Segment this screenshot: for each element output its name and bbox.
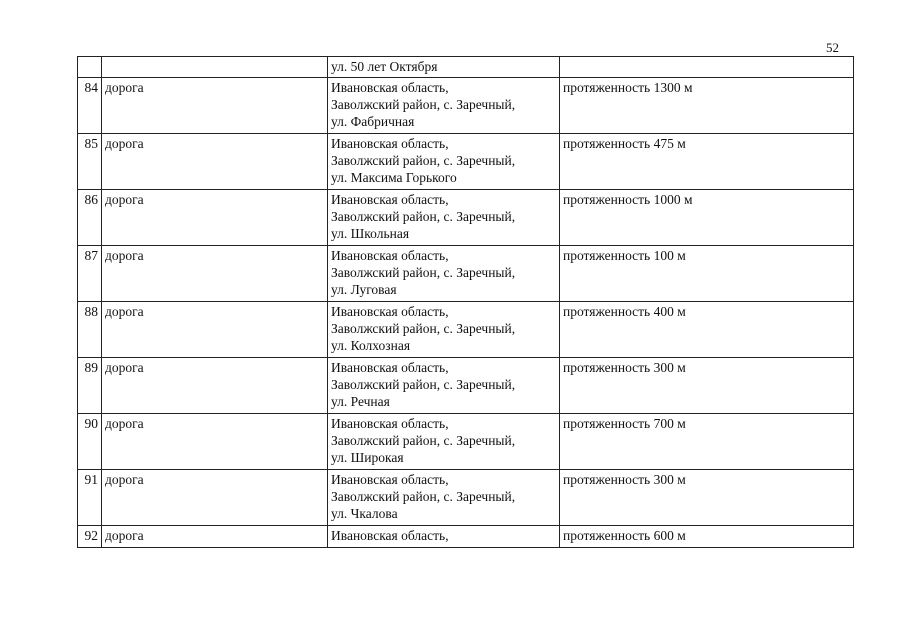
- cell-address: ул. 50 лет Октября: [328, 57, 560, 78]
- cell-address: [328, 134, 560, 190]
- address-line: ул. Максима Горького: [331, 170, 457, 185]
- cell-type: дорога: [102, 470, 328, 526]
- cell-type: дорога: [102, 358, 328, 414]
- address-line: Заволжский район, с. Заречный,: [331, 209, 516, 224]
- address-line: ул. Фабричная: [331, 114, 415, 129]
- cell-length: протяженность 600 м: [560, 526, 854, 548]
- address-line: ул. Школьная: [331, 226, 410, 241]
- continuation-row: [78, 57, 854, 78]
- cell-type: дорога: [102, 78, 328, 134]
- table-row: [78, 246, 854, 302]
- address-line: Ивановская область,: [331, 248, 449, 263]
- cell-length: протяженность 400 м: [560, 302, 854, 358]
- address-line: Ивановская область,: [331, 416, 449, 431]
- address-line: Ивановская область,: [331, 304, 449, 319]
- cell-length: протяженность 300 м: [560, 470, 854, 526]
- cell-num: 92: [78, 526, 102, 548]
- cell-type: дорога: [102, 134, 328, 190]
- address-line: Ивановская область,: [331, 80, 449, 95]
- address-line: ул. Широкая: [331, 450, 404, 465]
- table-row: [78, 302, 854, 358]
- cell-address: [328, 190, 560, 246]
- cell-length: протяженность 100 м: [560, 246, 854, 302]
- cell-length: протяженность 475 м: [560, 134, 854, 190]
- address-line: ул. Колхозная: [331, 338, 411, 353]
- address-line: Заволжский район, с. Заречный,: [331, 153, 516, 168]
- cell-type: дорога: [102, 190, 328, 246]
- address-line: Ивановская область,: [331, 360, 449, 375]
- cell-num: 85: [78, 134, 102, 190]
- cell-num: 88: [78, 302, 102, 358]
- cell-num: 86: [78, 190, 102, 246]
- table-row: [78, 414, 854, 470]
- table-row: [78, 470, 854, 526]
- cell-num: [78, 57, 102, 78]
- cell-length: протяженность 1300 м: [560, 78, 854, 134]
- table-row: [78, 134, 854, 190]
- cell-length: протяженность 300 м: [560, 358, 854, 414]
- cell-type: дорога: [102, 302, 328, 358]
- cell-address: [328, 246, 560, 302]
- cell-num: 90: [78, 414, 102, 470]
- road-registry-table: [77, 56, 854, 548]
- address-line: ул. Луговая: [331, 282, 397, 297]
- cell-type: дорога: [102, 414, 328, 470]
- address-line: Заволжский район, с. Заречный,: [331, 97, 516, 112]
- cell-address: [328, 470, 560, 526]
- address-line: Заволжский район, с. Заречный,: [331, 433, 516, 448]
- address-line: Ивановская область,: [331, 192, 449, 207]
- address-line: ул. Чкалова: [331, 506, 398, 521]
- cell-length: [560, 57, 854, 78]
- cell-length: протяженность 700 м: [560, 414, 854, 470]
- page-number: 52: [826, 40, 839, 55]
- cell-type: дорога: [102, 246, 328, 302]
- table-body: [78, 57, 854, 548]
- cell-address: [328, 302, 560, 358]
- table-row: [78, 526, 854, 548]
- address-line: Ивановская область,: [331, 528, 449, 543]
- table-row: [78, 358, 854, 414]
- address-line: Заволжский район, с. Заречный,: [331, 377, 516, 392]
- cell-address: [328, 526, 560, 548]
- cell-num: 87: [78, 246, 102, 302]
- cell-type: [102, 57, 328, 78]
- cell-num: 84: [78, 78, 102, 134]
- address-line: Заволжский район, с. Заречный,: [331, 265, 516, 280]
- address-line: Заволжский район, с. Заречный,: [331, 489, 516, 504]
- cell-address: [328, 358, 560, 414]
- cell-num: 89: [78, 358, 102, 414]
- cell-num: 91: [78, 470, 102, 526]
- address-line: ул. Речная: [331, 394, 390, 409]
- table-row: [78, 78, 854, 134]
- address-line: Ивановская область,: [331, 472, 449, 487]
- cell-type: дорога: [102, 526, 328, 548]
- address-line: Ивановская область,: [331, 136, 449, 151]
- table-row: [78, 190, 854, 246]
- cell-length: протяженность 1000 м: [560, 190, 854, 246]
- address-line: Заволжский район, с. Заречный,: [331, 321, 516, 336]
- cell-address: [328, 78, 560, 134]
- cell-address: [328, 414, 560, 470]
